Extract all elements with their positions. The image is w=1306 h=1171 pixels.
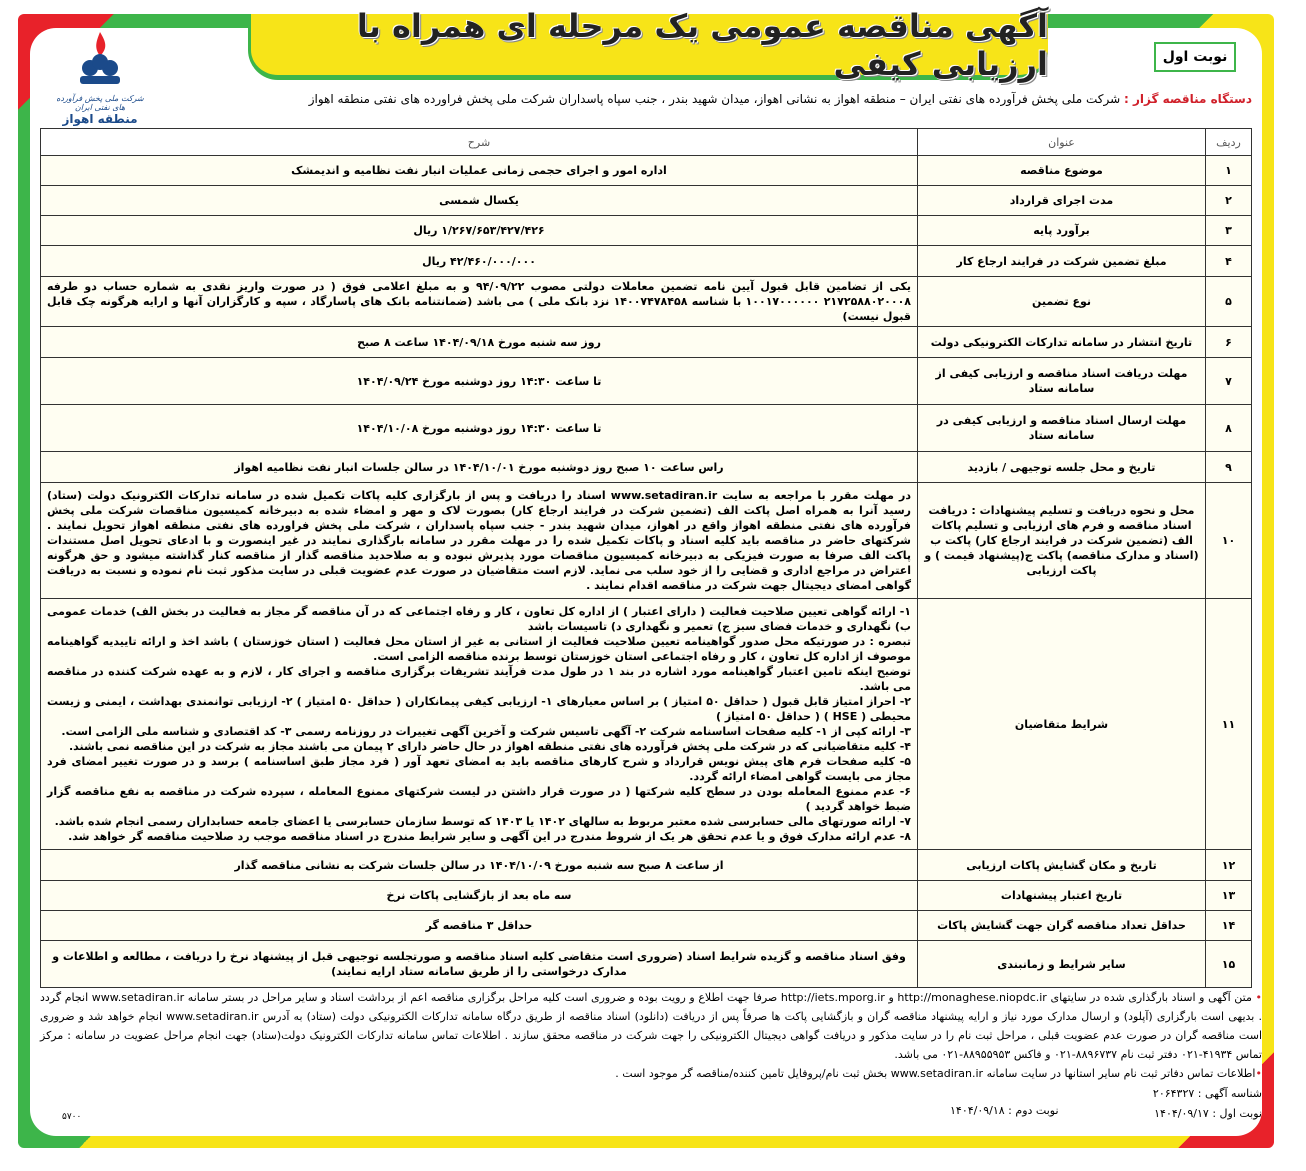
row-number: ۸ [1206, 405, 1252, 452]
table-row [41, 452, 1252, 483]
row-desc: از ساعت ۸ صبح سه شنبه مورخ ۱۴۰۴/۱۰/۰۹ در سالن جلسات شرکت به نشانی مناقصه گذار [41, 850, 918, 881]
table-row [41, 246, 1252, 277]
footer-note-2: اطلاعات تماس دفاتر ثبت نام سایر استانها در سایت سامانه www.setadiran.ir بخش ثبت نام/پروفایل تامین کننده/مناقصه گر موجود است . [615, 1067, 1256, 1080]
row-number: ۱۲ [1206, 850, 1252, 881]
table-row [41, 156, 1252, 186]
organizer-line [309, 92, 1252, 106]
row-title: حداقل تعداد مناقصه گران جهت گشایش پاکات [918, 911, 1206, 941]
header-row-num: ردیف [1206, 129, 1252, 156]
header-title: عنوان [918, 129, 1206, 156]
row-desc: روز سه شنبه مورخ ۱۴۰۴/۰۹/۱۸ ساعت ۸ صبح [41, 327, 918, 358]
condition-line: ۷- ارائه صورتهای مالی حسابرسی شده معتبر مربوط به سالهای ۱۴۰۲ یا ۱۴۰۳ که توسط سازمان حسابرسی یا اعضای جامعه حسابداران رسمی انجام شده باشد. [54, 815, 911, 828]
table-row [41, 277, 1252, 327]
row-title: برآورد پایه [918, 216, 1206, 246]
row-title: مهلت دریافت اسناد مناقصه و ارزیابی کیفی از سامانه ستاد [918, 358, 1206, 405]
row-desc: یکی از تضامین قابل قبول آیین نامه تضمین معاملات دولتی مصوب ۹۴/۰۹/۲۲ و به مبلغ اعلامی فوق ( در صورت واریز نقدی به شماره حساب دو طرفه ۲۱۷۲۵۸۸۰۲۰۰۰۸ ۱۰۰۱۷۰۰۰۰۰۰ با شناسه ۱۴۰۰۷۴۷۸۴۵۸ نزد بانک ملی ) می باشد (ضمانتنامه بانک های پاسارگاد ، سپه و کارگزاران آنها و ارایه هرگونه چک قابل قبول نیست) [41, 277, 918, 327]
condition-line: ۲- احراز امتیاز قابل قبول ( حداقل ۵۰ امتیاز ) بر اساس معیارهای ۱- ارزیابی کیفی پیمانکاران ( حداقل ۵۰ امتیاز ) ۲- ارزیابی توانمندی بهداشت ، ایمنی و زیست محیطی ( HSE ) ( حداقل ۵۰ امتیاز ) [47, 695, 912, 723]
row-number: ۱۴ [1206, 911, 1252, 941]
row-number: ۵ [1206, 277, 1252, 327]
row-number: ۹ [1206, 452, 1252, 483]
row-desc: ۱/۲۶۷/۶۵۳/۴۲۷/۴۲۶ ریال [41, 216, 918, 246]
row-desc: تا ساعت ۱۴:۳۰ روز دوشنبه مورخ ۱۴۰۴/۱۰/۰۸ [41, 405, 918, 452]
second-round-date: نوبت دوم : ۱۴۰۴/۰۹/۱۸ [950, 1104, 1059, 1117]
row-desc: حداقل ۳ مناقصه گر [41, 911, 918, 941]
organizer-label: دستگاه مناقصه گزار : [1123, 92, 1252, 106]
table-row [41, 358, 1252, 405]
row-number: ۱۵ [1206, 941, 1252, 988]
ad-meta [1153, 1084, 1262, 1124]
niopdc-logo-icon [70, 30, 130, 90]
row-desc: در مهلت مقرر با مراجعه به سایت www.setadiran.ir اسناد را دریافت و پس از بارگزاری کلیه پاکات تکمیل شده در سامانه تدارکات الکترونیک دولت (ستاد) رسید آنرا به همراه اصل پاکت الف (تضمین شرکت در فرایند ارجاع کار) بصورت لاک و مهر و امضاء شده به دبیرخانه کمیسیون مناقصات شرکت ملی پخش فرآورده های نفتی منطقه اهواز واقع در اهواز، میدان شهید بندر - جنب سپاه پاسداران ، شرکت ملی پخش فراورده های نفتی منطقه اهواز تحویل نمایند . شرکتهای حاضر در مناقصه باید کلیه اسناد و پاکات تکمیل شده را در مهلت مقرر در سامانه بارگذاری نمایند در غیر اینصورت و با ادعای تحویل اصل مستندات پاکت الف صرفا به صورت فیزیکی به دبیرخانه کمیسیون مناقصات مورد پذیرش نبوده و به صلاحدید مناقصه گذار از مناقصه کنار گذاشته میشود و حق هرگونه اعتراض در مراجع اداری و قضایی را از خود سلب می نماید. لازم است متقاضیان در صورت عدم عضویت قبلی در سایت مذکور ثبت نام نموده و نسبت به دریافت گواهی امضای دیجیتال جهت شرکت در مناقصه اقدام نمایند . [41, 483, 918, 599]
bullet-icon: • [1255, 1067, 1262, 1080]
row-desc: راس ساعت ۱۰ صبح روز دوشنبه مورخ ۱۴۰۴/۱۰/۰۱ در سالن جلسات انبار نفت نظامیه اهواز [41, 452, 918, 483]
row-desc: تا ساعت ۱۴:۳۰ روز دوشنبه مورخ ۱۴۰۴/۰۹/۲۴ [41, 358, 918, 405]
condition-line: ۸- عدم ارائه مدارک فوق و یا عدم تحقق هر یک از شروط مندرج در این آگهی و سایر شرایط مندرج در اسناد مناقصه موجب رد صلاحیت مناقصه گر خواهد شد. [68, 830, 911, 843]
footer-notes [40, 988, 1262, 1083]
logo-region: منطقه اهواز [62, 112, 138, 126]
row-number: ۱۰ [1206, 483, 1252, 599]
condition-line: توضیح اینکه تامین اعتبار گواهینامه مورد اشاره در بند ۱ در طول مدت فرآیند تشریفات برگزاری مناقصه و اجرای کار ، لازم و به عهده شرکت کننده در مناقصه می باشد. [47, 665, 912, 693]
table-row [41, 599, 1252, 850]
row-title: تاریخ و محل جلسه توجیهی / بازدید [918, 452, 1206, 483]
tender-table [40, 128, 1252, 988]
ad-title: آگهی مناقصه عمومی یک مرحله ای همراه با ارزیابی کیفی [356, 6, 1048, 83]
row-title: تاریخ انتشار در سامانه تدارکات الکترونیکی دولت [918, 327, 1206, 358]
row-title: شرایط متقاضیان [918, 599, 1206, 850]
row-title: مبلغ تضمین شرکت در فرایند ارجاع کار [918, 246, 1206, 277]
condition-line: ۴- کلیه متقاضیانی که در شرکت ملی پخش فرآورده های نفتی منطقه اهواز در حال حاضر دارای ۲ پیمان می باشند مجاز به شرکت در این مناقصه نمی باشند. [68, 740, 911, 753]
row-number: ۴ [1206, 246, 1252, 277]
row-title: موضوع مناقصه [918, 156, 1206, 186]
row-number: ۱۳ [1206, 881, 1252, 911]
condition-line: ۳- ارائه کپی از ۱- کلیه صفحات اساسنامه شرکت ۲- آگهی تاسیس شرکت و آخرین آگهی تغییرات در روزنامه رسمی ۳- کد اقتصادی و شناسه ملی الزامی است. [61, 725, 911, 738]
title-banner [248, 6, 1048, 83]
row-title: تاریخ اعتبار پیشنهادات [918, 881, 1206, 911]
row-number: ۳ [1206, 216, 1252, 246]
logo [50, 30, 150, 126]
row-title: مهلت ارسال اسناد مناقصه و ارزیابی کیفی در سامانه ستاد [918, 405, 1206, 452]
row-number: ۱۱ [1206, 599, 1252, 850]
row-desc: یکسال شمسی [41, 186, 918, 216]
table-row [41, 850, 1252, 881]
table-row [41, 405, 1252, 452]
row-title: مدت اجرای قرارداد [918, 186, 1206, 216]
row-number: ۶ [1206, 327, 1252, 358]
table-row [41, 216, 1252, 246]
table-row [41, 911, 1252, 941]
ad-id: شناسه آگهی : ۲۰۶۴۳۲۷ [1152, 1087, 1262, 1100]
row-number: ۱ [1206, 156, 1252, 186]
bullet-icon: • [1255, 991, 1263, 1004]
table-row [41, 483, 1252, 599]
row-title: نوع تضمین [918, 277, 1206, 327]
organizer-text: شرکت ملی پخش فرآورده های نفتی ایران – منطقه اهواز به نشانی اهواز، میدان شهید بندر ، جنب سپاه پاسداران شرکت ملی پخش فراورده های نفتی منطقه اهواز [308, 92, 1121, 106]
row-desc [41, 599, 918, 850]
ad-code: ۵۷۰۰ [62, 1112, 82, 1122]
condition-line: تبصره : در صورتیکه محل صدور گواهینامه تعیین صلاحیت فعالیت از استانی به غیر از استان محل فعالیت ( استان خوزستان ) باشد اخذ و ارائه تاییدیه گواهینامه موصوف از اداره کل تعاون ، کار و رفاه اجتماعی استان خوزستان توسط برنده مناقصه الزامی است. [47, 635, 911, 663]
logo-org-name: شرکت ملی پخش فرآورده های نفتی ایران [56, 94, 144, 112]
condition-line: ۵- کلیه صفحات فرم های پیش نویس قرارداد و شرح کارهای مناقصه باید به امضای تعهد آور ( فرد مجاز طبق اساسنامه ) برسد و در صورت تغییر امضای فرد مجاز می بایست گواهی امضاء ارائه گردد. [47, 755, 911, 783]
row-number: ۷ [1206, 358, 1252, 405]
row-desc: وفق اسناد مناقصه و گزیده شرایط اسناد (ضروری است متقاضی کلیه اسناد مناقصه و صورتجلسه توجیهی قبل از پیشنهاد نرخ را دریافت ، مطالعه و اطلاعات و مدارک درخواستی را از طریق سامانه ستاد ارایه نمایند) [41, 941, 918, 988]
table-row [41, 941, 1252, 988]
row-desc: سه ماه بعد از بازگشایی پاکات نرخ [41, 881, 918, 911]
footer-note-1: متن آگهی و اسناد بارگذاری شده در سایتهای http://monaghese.niopdc.ir و http://iets.mporg.ir صرفا جهت اطلاع و رویت بوده و ضروری است کلیه مراحل برگزاری مناقصه اعم از برداشت اسناد و سایر مراحل در بستر سامانه www.setadiran.ir انجام گردد . بدیهی است بارگزاری (آپلود) و ارسال مدارک مورد نیاز و ارایه پیشنهاد مناقصه گران و بازگشایی پاکت ها صرفاً پس از دریافت (دانلود) اسناد مناقصه از طریق درگاه سامانه تدارکات الکترونیکی دولت (ستاد) به آدرس www.setadiran.ir انجام خواهد شد و ضروری است مناقصه گران در صورت عدم عضویت قبلی ، مراحل ثبت نام را در سایت مذکور و دریافت گواهی دیجیتال الکترونیکی را جهت شرکت در مناقصه محقق سازند . اطلاعات تماس سامانه تدارکات الکترونیک دولت(ستاد) جهت انجام مراحل عضویت در سامانه : مرکز تماس ۴۱۹۳۴-۰۲۱ دفتر ثبت نام ۸۸۹۶۷۳۷-۰۲۱ و فاکس ۸۸۹۵۵۹۵۳-۰۲۱ می باشد. [40, 991, 1262, 1061]
row-number: ۲ [1206, 186, 1252, 216]
first-round-date: نوبت اول : ۱۴۰۴/۰۹/۱۷ [1154, 1107, 1262, 1120]
row-desc: اداره امور و اجرای حجمی زمانی عملیات انبار نفت نظامیه و اندیمشک [41, 156, 918, 186]
row-desc: ۴۲/۴۶۰/۰۰۰/۰۰۰ ریال [41, 246, 918, 277]
row-title: تاریخ و مکان گشایش پاکات ارزیابی [918, 850, 1206, 881]
round-badge: نوبت اول [1154, 42, 1236, 72]
table-row [41, 186, 1252, 216]
table-row [41, 327, 1252, 358]
header-desc: شرح [41, 129, 918, 156]
table-row [41, 881, 1252, 911]
condition-line: ۱- ارائه گواهی تعیین صلاحیت فعالیت ( دارای اعتبار ) از اداره کل تعاون ، کار و رفاه اجتماعی که در آن مناقصه گر مجاز به فعالیت در بخش الف) خدمات عمومی ب) نگهداری و خدمات فضای سبز ج) تعمیر و نگهداری د) تاسیسات باشد [47, 605, 911, 633]
row-title: سایر شرایط و زمانبندی [918, 941, 1206, 988]
row-title: محل و نحوه دریافت و تسلیم پیشنهادات : دریافت اسناد مناقصه و فرم های ارزیابی و تسلیم پاکات الف (تضمین شرکت در فرایند ارجاع کار) پاکت ب (اسناد و مدارک مناقصه) پاکت ج(پیشنهاد قیمت ) و پاکت ارزیابی [918, 483, 1206, 599]
condition-line: ۶- عدم ممنوع المعامله بودن در سطح کلیه شرکتها ( در صورت قرار داشتن در لیست شرکتهای ممنوع المعامله ، سپرده شرکت در مناقصه به نفع مناقصه گزار ضبط خواهد گردید ) [47, 785, 911, 813]
